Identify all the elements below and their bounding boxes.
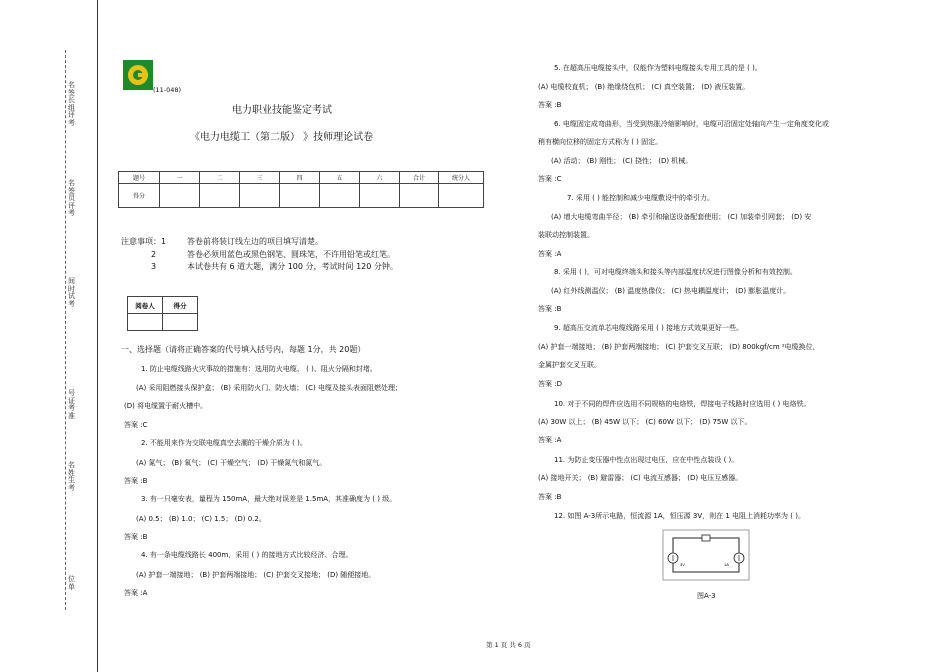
binding-line	[65, 50, 78, 610]
question-options: (A) 护套一端接地； (B) 护套两端接地； (C) 护套交叉接地； (D) 随便接地。	[136, 571, 376, 579]
notes-number: 2	[151, 250, 157, 259]
question-stem: 12. 如图 A-3所示电路，恒流源 1A，恒压源 3V，则在 1 电阻上消耗功率为 ( )。	[554, 512, 805, 520]
score-cell	[360, 184, 400, 208]
question-options: (A) 电缆校直机； (B) 绝缘绕包机； (C) 真空装置； (D) 液压装置。	[538, 83, 750, 91]
score-cell	[400, 184, 439, 208]
paper-code: (11-048)	[153, 86, 182, 94]
question-answer: 答案 :A	[538, 250, 562, 258]
question-answer: 答案 :C	[538, 175, 562, 183]
score-table	[118, 171, 484, 208]
question-options: (A) 活动； (B) 刚性； (C) 挠性； (D) 机械。	[551, 157, 693, 165]
notes-item: 答卷必须用蓝色或黑色钢笔、圆珠笔，不许用铅笔或红笔。	[187, 250, 395, 259]
score-cell	[160, 184, 200, 208]
page-margin-line	[97, 0, 98, 672]
binding-label-candidate-name: 名 姓 生 考	[68, 461, 75, 492]
question-stem: 5. 在超高压电缆接头中，仅能作为塑料电缆接头专用工具的是 ( )。	[554, 64, 762, 72]
question-stem: 3. 有一只毫安表，量程为 150mA，最大绝对误差是 1.5mA，其准确度为 ( ) 级。	[141, 495, 397, 503]
question-stem: 7. 采用 ( ) 能控制和减少电缆敷设中的牵引力。	[567, 194, 715, 202]
reviewer-table	[127, 296, 198, 331]
question-answer: 答案 :A	[538, 436, 562, 444]
notes-label: 注意事项：1	[121, 237, 167, 246]
binding-label-ticket-number: 号 证 考 准	[68, 389, 75, 420]
question-stem: 9. 超高压交流单芯电缆线路采用 ( ) 接地方式效果更好一些。	[554, 324, 744, 332]
binding-label-group-leader: 名 签 长 组 评 考	[68, 81, 75, 127]
notes-item: 答卷前将装订线左边的项目填写清楚。	[187, 237, 323, 246]
question-answer: 答案 :B	[538, 493, 562, 501]
question-options: (A) 接地开关； (B) 避雷器； (C) 电流互感器； (D) 电压互感器。	[538, 474, 743, 482]
question-stem: 8. 采用 ( )，可对电缆终端头和接头等内部温度状况进行图像分析和有效控制。	[554, 268, 797, 276]
score-header-cell: 四	[280, 172, 320, 184]
question-stem: 11. 为防止变压器中性点出现过电压，应在中性点装设 ( )。	[554, 456, 739, 464]
question-answer: 答案 :B	[124, 477, 148, 485]
reviewer-cell	[163, 314, 198, 331]
question-options: (A) 0.5； (B) 1.0； (C) 1.5； (D) 0.2。	[136, 515, 266, 523]
score-cell	[439, 184, 484, 208]
question-options: 装联动控制装置。	[538, 231, 594, 239]
score-header-cell: 题号	[119, 172, 160, 184]
question-stem: 10. 对于不同的焊件应选用不同规格的电烙铁，焊接电子线路时应选用 ( ) 电烙铁。	[554, 400, 811, 408]
score-cell	[240, 184, 280, 208]
score-cell	[280, 184, 320, 208]
question-options: (A) 护套一端接地； (B) 护套两端接地； (C) 护套交叉互联； (D) 800kgf/cm ²电缆换位，	[538, 343, 820, 351]
question-answer: 答案 :A	[124, 589, 148, 597]
question-answer: 答案 :B	[124, 533, 148, 541]
score-header-cell: 一	[160, 172, 200, 184]
question-options: (A) 红外线测温仪； (B) 温度热像仪； (C) 热电耦温度计； (D) 膨胀温度计。	[551, 287, 791, 295]
score-cell	[200, 184, 240, 208]
binding-label-exam-time: 间 时 试 考	[68, 277, 75, 308]
section-heading: 一、选择题（请将正确答案的代号填入括号内，每题 1分，共 20题）	[121, 345, 366, 354]
notes-item: 本试卷共有 6 道大题，满分 100 分，考试时间 120 分钟。	[187, 262, 398, 271]
score-cell	[320, 184, 360, 208]
score-header-cell: 三	[240, 172, 280, 184]
reviewer-label: 阅卷人	[128, 297, 163, 314]
question-answer: 答案 :D	[538, 380, 562, 388]
question-stem: 4. 有一条电缆线路长 400m，采用 ( ) 的接地方式比较经济、合理。	[141, 551, 353, 559]
power-industry-logo	[123, 60, 153, 90]
question-options: (A) 30W 以上； (B) 45W 以下； (C) 60W 以下； (D) 75W 以下。	[538, 418, 752, 426]
question-answer: 答案 :C	[124, 421, 148, 429]
question-options: (A) 氮气； (B) 氧气； (C) 干燥空气； (D) 干燥氮气和氮气。	[136, 459, 327, 467]
question-options: 金属护套交叉互联。	[538, 361, 601, 369]
figure-caption: 图A-3	[697, 592, 716, 600]
resistor-symbol	[702, 535, 710, 541]
reviewer-cell	[128, 314, 163, 331]
reviewer-score-label: 得分	[163, 297, 198, 314]
question-answer: 答案 :B	[538, 305, 562, 313]
score-row-label: 得分	[119, 184, 160, 208]
score-header-cell: 合计	[400, 172, 439, 184]
question-stem: 1. 防止电缆线路火灾事故的措施有：选用防火电缆、 ( )、阻火分隔和封堵。	[141, 365, 377, 373]
binding-label-examiner: 名 签 员 评 考	[68, 179, 75, 217]
question-options: (A) 采用阻燃接头保护盒； (B) 采用防火门、防火墙； (C) 电缆及接头表面阻燃处理；	[136, 384, 402, 392]
score-header-cell: 统分人	[439, 172, 484, 184]
binding-label-organization: 位 单	[68, 575, 75, 591]
question-stem: 2. 不能用来作为交联电缆真空去潮的干燥介质为 ( )。	[141, 439, 307, 447]
score-header-cell: 六	[360, 172, 400, 184]
question-stem: 6. 电缆固定成弯曲形，当受到热胀冷缩影响时，电缆可沿固定处轴向产生一定角度变化或	[554, 120, 829, 128]
score-header-cell: 五	[320, 172, 360, 184]
voltage-label: 3V	[680, 562, 685, 567]
question-stem: 稍有横向位移的固定方式称为 ( ) 固定。	[538, 138, 663, 146]
circuit-diagram	[660, 528, 752, 582]
page-footer: 第 1 页 共 6 页	[486, 641, 531, 649]
question-answer: 答案 :B	[538, 101, 562, 109]
notes-number: 3	[151, 262, 157, 271]
score-header-cell: 二	[200, 172, 240, 184]
question-options: (A) 增大电缆弯曲半径； (B) 牵引和输送设备配套使用； (C) 加装牵引网套； (D) 安	[551, 213, 812, 221]
page-title: 电力职业技能鉴定考试	[232, 105, 332, 116]
paper-subtitle: 《电力电缆工（第二版） 》技师理论试卷	[190, 132, 374, 143]
question-options: (D) 将电缆置于耐火槽中。	[124, 402, 208, 410]
current-label: 1A	[724, 562, 729, 567]
